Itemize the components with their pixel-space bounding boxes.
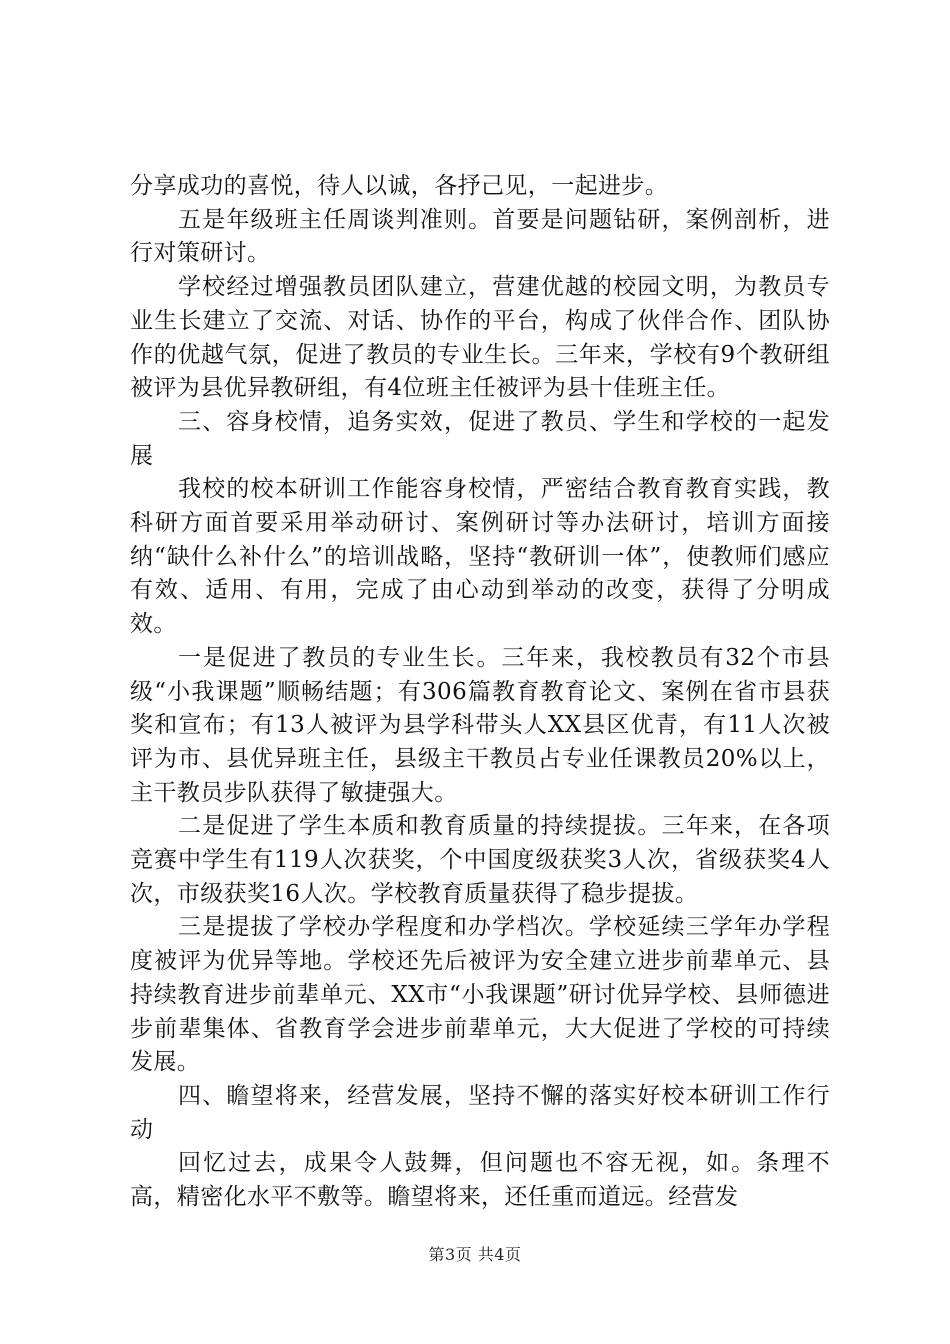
document-body (130, 170, 830, 1215)
paragraph: 我校的校本研训工作能容身校情，严密结合教育教育实践，教科研方面首要采用举动研讨、案例研讨等办法研讨，培训方面接纳“缺什么补什么”的培训战略，坚持“教研训一体”，使教师们感应有效、适用、有用，完成了由心动到举动的改变，获得了分明成效。 (130, 476, 830, 638)
paragraph: 分享成功的喜悦，待人以诚，各抒己见，一起进步。 (130, 173, 669, 199)
paragraph: 三是提拔了学校办学程度和办学档次。学校延续三学年办学程度被评为优异等地。学校还先后被评为安全建立进步前辈单元、县持续教育进步前辈单元、XX市“小我课题”研讨优异学校、县师德进步前辈集体、省教育学会进步前辈单元，大大促进了学校的可持续发展。 (130, 914, 830, 1076)
paragraph: 五是年级班主任周谈判准则。首要是问题钻研，案例剖析，进行对策研讨。 (130, 206, 830, 267)
paragraph: 一是促进了教员的专业生长。三年来，我校教员有32个市县级“小我课题”顺畅结题；有306篇教育教育论文、案例在省市县获奖和宣布；有13人被评为县学科带头人XX县区优青，有11人次被评为市、县优异班主任，县级主干教员占专业任课教员20%以上，主干教员步队获得了敏捷强大。 (130, 644, 830, 806)
paragraph: 三、容身校情，追务实效，促进了教员、学生和学校的一起发展 (130, 408, 830, 469)
paragraph: 回忆过去，成果令人鼓舞，但问题也不容无视，如。条理不高，精密化水平不敷等。瞻望将来，还任重而道远。经营发 (130, 1150, 830, 1211)
paragraph: 学校经过增强教员团队建立，营建优越的校园文明，为教员专业生长建立了交流、对话、协作的平台，构成了伙伴合作、团队协作的优越气氛，促进了教员的专业生长。三年来，学校有9个教研组被评为县优异教研组，有4位班主任被评为县十佳班主任。 (130, 274, 830, 402)
paragraph: 二是促进了学生本质和教育质量的持续提拔。三年来，在各项竞赛中学生有119人次获奖，个中国度级获奖3人次，省级获奖4人次，市级获奖16人次。学校教育质量获得了稳步提拔。 (130, 813, 830, 907)
paragraph: 四、瞻望将来，经营发展，坚持不懈的落实好校本研训工作行动 (130, 1082, 830, 1143)
page-footer: 第3页 共4页 (428, 1245, 522, 1264)
